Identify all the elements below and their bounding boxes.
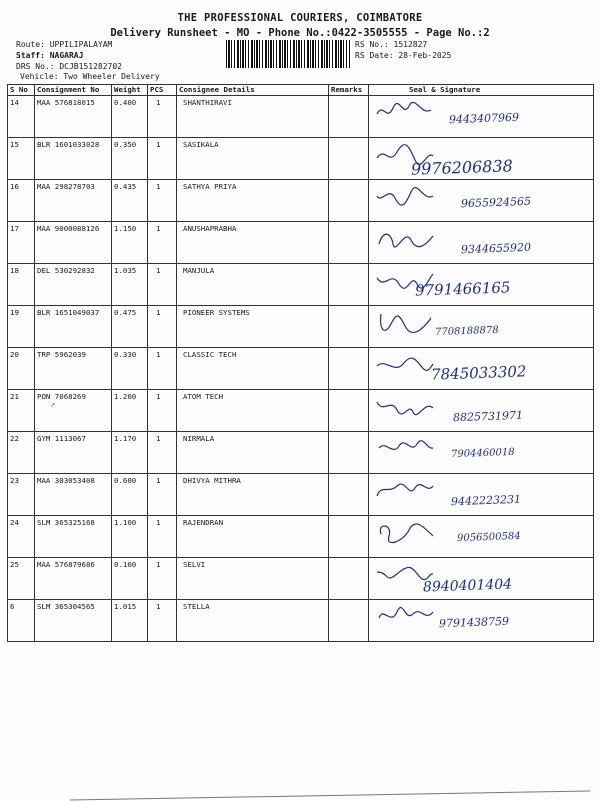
cell-consignee: SATHYA PRIYA [177,180,329,222]
cell-remarks [329,306,369,348]
cell-remarks [329,432,369,474]
cell-consignment: DEL 530292832 [35,264,112,306]
cell-pcs: 1 [148,516,177,558]
document-title: THE PROFESSIONAL COURIERS, COIMBATORE [177,12,423,24]
barcode [226,40,350,68]
cell-sno: 25 [8,558,35,600]
cell-consignee: SHANTHIRAVI [177,96,329,138]
cell-signature [369,474,594,516]
cell-remarks [329,474,369,516]
rs-date: RS Date: 28-Feb-2025 [355,51,452,60]
cell-consignee: ANUSHAPRABHA [177,222,329,264]
table-row [8,264,594,306]
staff-label: Staff: NAGARAJ [16,51,84,60]
signature-scribble [375,226,435,250]
runsheet-subtitle: Delivery Runsheet - MO - Phone No.:0422-3505555 - Page No.:2 [110,27,490,39]
cell-signature [369,348,594,390]
cell-consignee: DHIVYA MITHRA [177,474,329,516]
signature-scribble [375,478,435,502]
cell-consignment: SLM 365325168 [35,516,112,558]
cell-pcs: 1 [148,96,177,138]
cell-consignee: RAJENDRAN [177,516,329,558]
table-row [8,138,594,180]
table-row [8,96,594,138]
cell-sno: 21 [8,390,35,432]
handwritten-phone: 9442223231 [450,492,522,509]
cell-weight: 1.015 [112,600,148,642]
cell-remarks [329,264,369,306]
handwritten-phone: 9056500584 [456,530,521,545]
cell-sno: 15 [8,138,35,180]
vehicle-label: Vehicle: Two Wheeler Delivery [20,72,160,81]
cell-consignment: TRP 5962039 [35,348,112,390]
cell-sno: 20 [8,348,35,390]
route-label: Route: UPPILIPALAYAM [16,40,113,49]
cell-consignment: MAA 303053408 [35,474,112,516]
col-header-weight: Weight [112,85,148,96]
cell-pcs: 1 [148,180,177,222]
signature-scribble [375,436,435,460]
handwritten-phone: 9344655920 [460,240,532,257]
cell-weight: 0.600 [112,474,148,516]
cell-remarks [329,558,369,600]
cell-weight: 1.170 [112,432,148,474]
cell-consignee: PIONEER SYSTEMS [177,306,329,348]
cell-signature [369,180,594,222]
cell-consignment: BLR 1651049037 [35,306,112,348]
col-header-remarks: Remarks [329,85,369,96]
table-row [8,180,594,222]
handwritten-phone: 8825731971 [452,408,524,425]
cell-signature [369,264,594,306]
cell-pcs: 1 [148,222,177,264]
cell-signature [369,558,594,600]
cell-weight: 1.200 [112,390,148,432]
cell-pcs: 1 [148,600,177,642]
table-row [8,516,594,558]
cell-signature [369,96,594,138]
cell-consignee: STELLA [177,600,329,642]
cell-weight: 0.435 [112,180,148,222]
page-edge-line [70,790,590,800]
signature-scribble [375,604,435,628]
cell-weight: 1.100 [112,516,148,558]
cell-sno: 22 [8,432,35,474]
signature-scribble [375,520,435,544]
cell-sno: 6 [8,600,35,642]
handwritten-phone: 7708188878 [434,324,499,339]
signature-scribble [375,394,435,418]
handwritten-phone: 9976206838 [410,156,514,179]
col-header-consignee: Consignee Details [177,85,329,96]
cell-pcs: 1 [148,348,177,390]
runsheet-table [7,84,594,642]
cell-signature [369,390,594,432]
cell-sno: 24 [8,516,35,558]
cell-consignment: MAA 576818015 [35,96,112,138]
cell-weight: 0.330 [112,348,148,390]
cell-consignee: SASIKALA [177,138,329,180]
cell-sno: 19 [8,306,35,348]
signature-scribble [375,184,435,208]
cell-weight: 1.150 [112,222,148,264]
table-header-row [8,85,594,96]
pencil-mark: ↗ [50,400,56,410]
cell-remarks [329,222,369,264]
cell-consignment: SLM 365304565 [35,600,112,642]
cell-weight: 0.350 [112,138,148,180]
cell-remarks [329,348,369,390]
cell-consignment: MAA 576879686 [35,558,112,600]
col-header-sno: S No [8,85,35,96]
cell-remarks [329,96,369,138]
cell-consignment: BLR 1601033028 [35,138,112,180]
rs-number: RS No.: 1512827 [355,40,428,49]
table-row [8,390,594,432]
cell-consignee: MANJULA [177,264,329,306]
cell-consignee: CLASSIC TECH [177,348,329,390]
handwritten-phone: 9791438759 [438,614,510,631]
col-header-consignment: Consignment No [35,85,112,96]
drs-number: DRS No.: DCJB151282702 [16,62,122,71]
cell-signature [369,600,594,642]
cell-remarks [329,600,369,642]
signature-scribble [375,100,435,124]
cell-signature [369,222,594,264]
table-row [8,600,594,642]
handwritten-phone: 8940401404 [422,576,513,596]
col-header-signature: Seal & Signature [369,85,594,96]
cell-consignee: SELVI [177,558,329,600]
cell-sno: 14 [8,96,35,138]
cell-remarks [329,390,369,432]
table-row [8,306,594,348]
table-row [8,474,594,516]
cell-remarks [329,516,369,558]
cell-pcs: 1 [148,432,177,474]
handwritten-phone: 7904460018 [450,446,515,461]
table-row [8,222,594,264]
cell-remarks [329,138,369,180]
cell-consignment: GYM 1113067 [35,432,112,474]
handwritten-phone: 9443407969 [448,110,520,127]
cell-pcs: 1 [148,558,177,600]
cell-pcs: 1 [148,264,177,306]
cell-sno: 16 [8,180,35,222]
cell-weight: 0.475 [112,306,148,348]
cell-pcs: 1 [148,306,177,348]
table-row [8,348,594,390]
cell-pcs: 1 [148,138,177,180]
signature-scribble [375,352,435,376]
col-header-pcs: PCS [148,85,177,96]
cell-sno: 23 [8,474,35,516]
cell-weight: 0.100 [112,558,148,600]
table-row [8,432,594,474]
handwritten-phone: 9655924565 [460,194,532,211]
cell-weight: 1.035 [112,264,148,306]
cell-consignee: NIRMALA [177,432,329,474]
handwritten-phone: 7845033302 [430,362,527,384]
cell-signature [369,306,594,348]
cell-weight: 0.400 [112,96,148,138]
cell-consignment: MAA 9000088126 [35,222,112,264]
cell-signature [369,138,594,180]
cell-consignment: PON 7068269 [35,390,112,432]
table-row [8,558,594,600]
cell-signature [369,516,594,558]
cell-consignee: ATOM TECH [177,390,329,432]
signature-scribble [375,310,435,334]
cell-remarks [329,180,369,222]
cell-sno: 17 [8,222,35,264]
cell-signature [369,432,594,474]
cell-consignment: MAA 298278703 [35,180,112,222]
cell-sno: 18 [8,264,35,306]
cell-pcs: 1 [148,474,177,516]
handwritten-phone: 9791466165 [414,278,511,300]
cell-pcs: 1 [148,390,177,432]
